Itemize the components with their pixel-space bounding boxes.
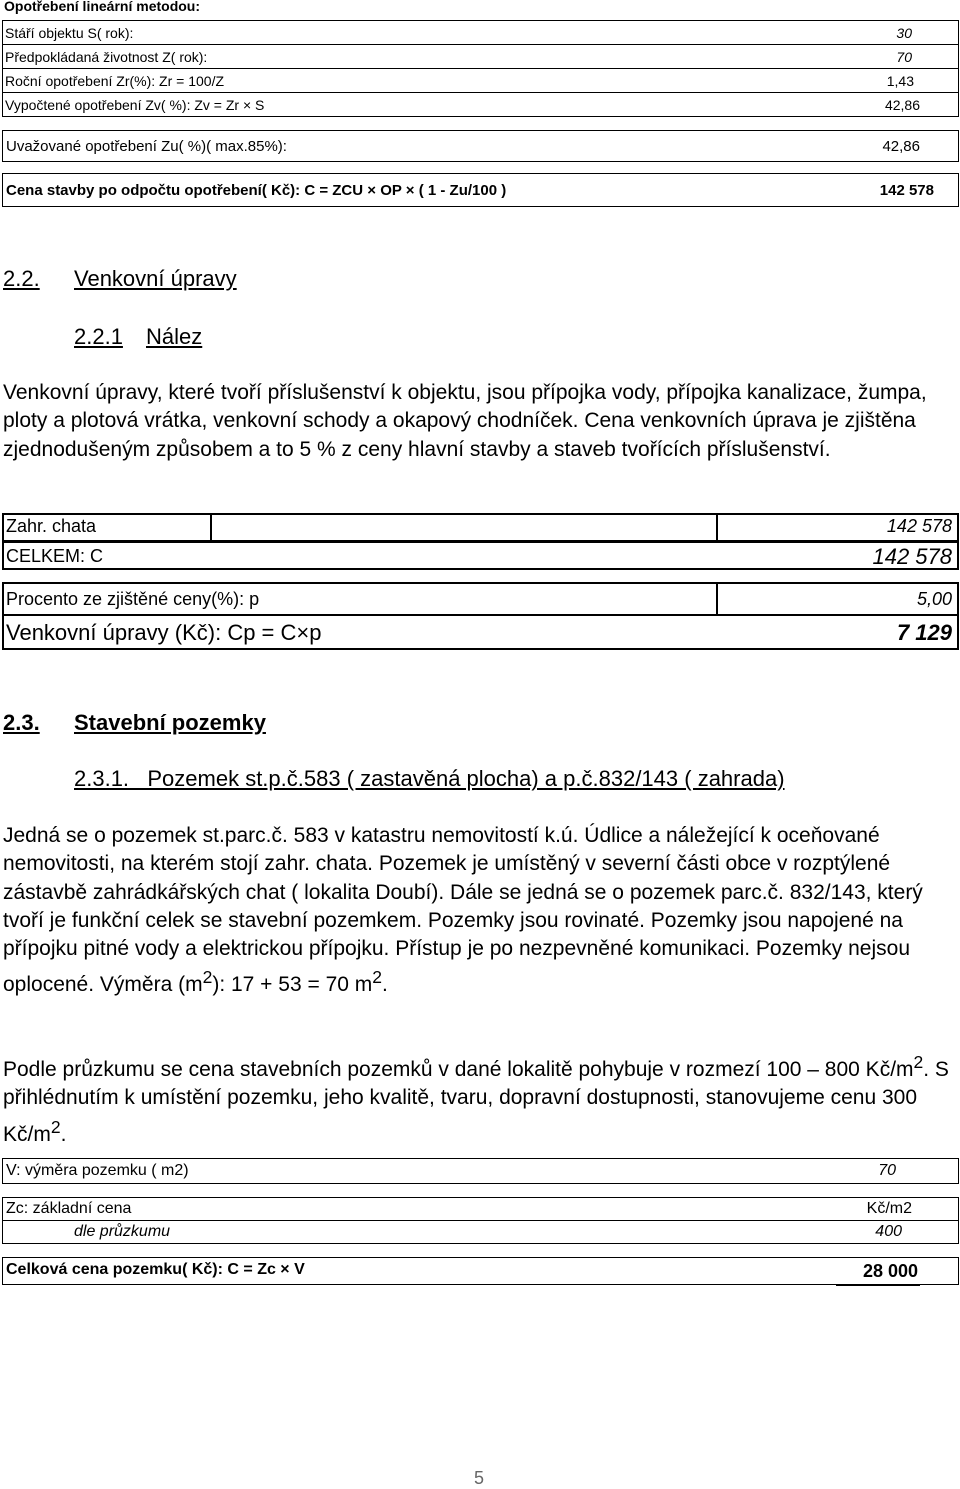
uvazovane-value: 42,86 bbox=[882, 138, 920, 155]
row-divider bbox=[2, 1220, 959, 1221]
row-divider bbox=[2, 44, 959, 45]
pruzkum-text-end: . bbox=[60, 1122, 67, 1146]
cena-stavby-label: Cena stavby po odpočtu opotřebení( Kč): C = ZCU × OP × ( 1 - Zu/100 ) bbox=[6, 182, 507, 199]
pozemek-text-mid: ): 17 + 53 = 70 m bbox=[212, 973, 373, 997]
venkovni-upravy-label: Venkovní úpravy (Kč): Cp = C×p bbox=[6, 620, 322, 645]
celkova-cena-value: 28 000 bbox=[862, 1261, 918, 1281]
stari-value: 30 bbox=[896, 25, 912, 41]
superscript: 2 bbox=[913, 1052, 924, 1072]
pruzkum-text: Podle průzkumu se cena stavebních pozemků v dané lokalitě pohybuje v rozmezí 100 – 800 Kč/m bbox=[3, 1058, 914, 1081]
col-divider bbox=[716, 513, 718, 542]
opotrebeni-heading: Opotřebení lineární metodou: bbox=[4, 0, 201, 14]
section-2-2-number: 2.2. bbox=[3, 266, 40, 291]
subsection-2-2-1-number: 2.2.1 bbox=[74, 324, 123, 349]
subsection-2-2-1-title: Nález bbox=[146, 324, 203, 349]
celkova-cena-label: Celková cena pozemku( Kč): C = Zc × V bbox=[6, 1261, 305, 1278]
col-divider bbox=[210, 513, 212, 542]
pozemek-text: Jedná se o pozemek st.parc.č. 583 v katastru nemovitostí k.ú. Údlice a náležející k oceňované nemovitosti, na kterém stojí zahr. chata. Pozemek je umístěný v severní části obce v rozptýlené zástavbě zahrádkářských chat ( lokalita Doubí). Dále se jedná se o pozemek parc.č. 832/143, který tvoří je funkční celek se stavební pozemkem. Pozemky jsou rovinaté. Pozemky jsou napojené na přípojku pitné vody a elektrickou přípojku. Přístup je po nezpevněné komunikaci. Pozemky nejsou oplocené. Výměra (m bbox=[3, 824, 923, 997]
cena-stavby-value: 142 578 bbox=[879, 182, 934, 199]
section-2-3-number: 2.3. bbox=[3, 710, 40, 735]
venkovni-upravy-value: 7 129 bbox=[896, 620, 952, 645]
section-2-2-title: Venkovní úpravy bbox=[74, 266, 237, 291]
row-divider bbox=[2, 540, 959, 543]
zivotnost-label: Předpokládaná životnost Z( rok): bbox=[5, 49, 208, 65]
zahr-chata-value: 142 578 bbox=[886, 516, 952, 536]
vymera-label: V: výměra pozemku ( m2) bbox=[6, 1162, 189, 1179]
rocni-label: Roční opotřebení Zr(%): Zr = 100/Z bbox=[5, 73, 225, 89]
col-divider bbox=[716, 582, 718, 615]
zahr-chata-label: Zahr. chata bbox=[6, 516, 97, 536]
pruzkum-paragraph bbox=[3, 1048, 958, 1149]
section-2-3-title: Stavební pozemky bbox=[74, 710, 266, 735]
vypoctene-value: 42,86 bbox=[884, 97, 920, 113]
pruzkum-text-mid: . S přihlédnutím k umístění pozemku, jeho kvalitě, tvaru, dopravní dostupnosti, stanovujeme cenu 300 Kč/m bbox=[3, 1058, 949, 1146]
venkovni-paragraph: Venkovní úpravy, které tvoří příslušenství k objektu, jsou přípojka vody, přípojka kanalizace, žumpa, ploty a plotová vrátka, venkovní schody a okapový chodníček. Cena venkovních úprava je zjištěna zjednodušeným způsobem a to 5 % z ceny hlavní stavby a staveb tvořících příslušenství. bbox=[3, 381, 927, 461]
dle-pruzkumu-value: 400 bbox=[875, 1223, 902, 1240]
celkem-label: CELKEM: C bbox=[6, 546, 104, 566]
subsection-2-3-1-heading: 2.3.1. Pozemek st.p.č.583 ( zastavěná plocha) a p.č.832/143 ( zahrada) bbox=[74, 766, 785, 791]
vymera-value: 70 bbox=[878, 1162, 896, 1179]
pozemek-paragraph bbox=[3, 822, 958, 1000]
procento-value: 5,00 bbox=[916, 589, 952, 609]
superscript: 2 bbox=[50, 1116, 61, 1137]
row-divider bbox=[2, 92, 959, 93]
row-divider bbox=[2, 614, 959, 616]
celkem-value: 142 578 bbox=[872, 544, 952, 569]
zc-label: Zc: základní cena bbox=[6, 1200, 132, 1217]
row-divider bbox=[2, 68, 959, 69]
dle-pruzkumu-label: dle průzkumu bbox=[74, 1223, 171, 1240]
superscript: 2 bbox=[372, 967, 382, 988]
page-number: 5 bbox=[474, 1468, 485, 1488]
procento-label: Procento ze zjištěné ceny(%): p bbox=[6, 589, 260, 609]
stari-label: Stáří objektu S( rok): bbox=[5, 25, 134, 41]
zivotnost-value: 70 bbox=[896, 49, 912, 65]
zc-unit: Kč/m2 bbox=[866, 1200, 912, 1217]
vypoctene-label: Vypočtené opotřebení Zv( %): Zv = Zr × S bbox=[5, 97, 265, 113]
superscript: 2 bbox=[202, 967, 213, 988]
pozemek-text-end: . bbox=[382, 973, 388, 997]
rocni-value: 1,43 bbox=[886, 73, 914, 89]
total-underline bbox=[836, 1284, 920, 1286]
uvazovane-label: Uvažované opotřebení Zu( %)( max.85%): bbox=[6, 138, 287, 155]
